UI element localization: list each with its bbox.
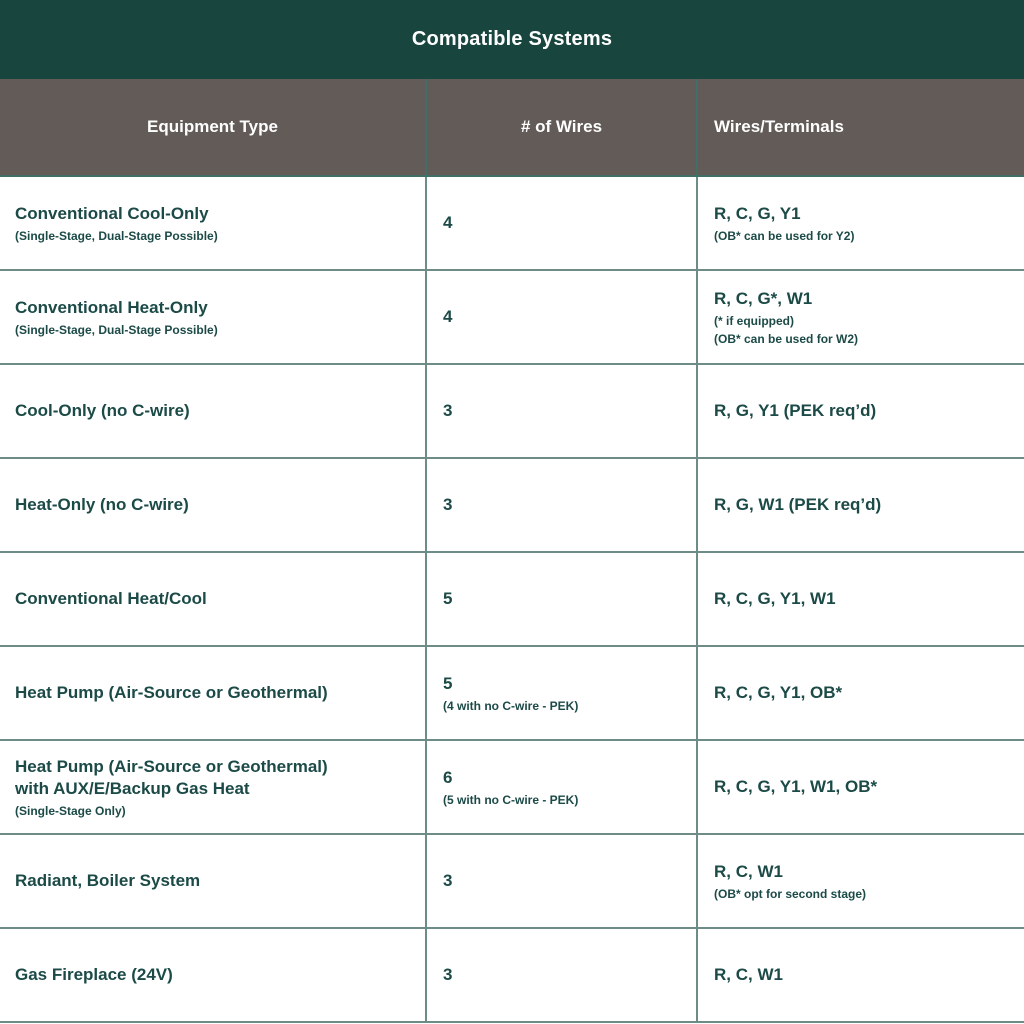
header-num-wires: # of Wires — [425, 79, 696, 175]
terminals: R, C, W1 — [714, 861, 783, 881]
terminals-note-2: (OB* can be used for W2) — [714, 331, 859, 346]
header-equipment-type: Equipment Type — [147, 117, 278, 136]
table-row — [0, 553, 1024, 647]
wire-count: 4 — [443, 307, 453, 326]
header-row — [0, 79, 1024, 177]
table-row — [0, 365, 1024, 459]
wire-count: 3 — [443, 871, 453, 890]
terminals-note: (OB* can be used for Y2) — [714, 228, 855, 243]
equipment-cell — [0, 835, 425, 927]
table-row — [0, 459, 1024, 553]
terminals-cell — [696, 741, 1024, 833]
equipment-cell — [0, 929, 425, 1021]
wire-count: 5 — [443, 589, 453, 608]
terminals-cell — [696, 929, 1024, 1021]
wire-count-note: (5 with no C-wire - PEK) — [443, 792, 579, 807]
table-row — [0, 647, 1024, 741]
table-row — [0, 929, 1024, 1023]
wire-count-note: (4 with no C-wire - PEK) — [443, 698, 579, 713]
terminals: R, C, G, Y1 — [714, 203, 801, 223]
equipment-cell — [0, 459, 425, 551]
equipment-type: Gas Fireplace (24V) — [15, 965, 173, 984]
table-body — [0, 177, 1024, 1023]
terminals: R, C, G, Y1, OB* — [714, 683, 843, 702]
equipment-cell — [0, 647, 425, 739]
equipment-type: Heat Pump (Air-Source or Geothermal) — [15, 756, 328, 776]
terminals-cell — [696, 177, 1024, 269]
terminals-note: (* if equipped) — [714, 313, 794, 328]
wire-count: 3 — [443, 401, 453, 420]
equipment-cell — [0, 553, 425, 645]
terminals: R, C, W1 — [714, 965, 783, 984]
wire-count: 3 — [443, 495, 453, 514]
wires-cell — [425, 271, 696, 363]
table-row — [0, 177, 1024, 271]
terminals-cell — [696, 459, 1024, 551]
wire-count: 5 — [443, 673, 453, 693]
wires-cell — [425, 929, 696, 1021]
equipment-cell — [0, 365, 425, 457]
terminals: R, G, Y1 (PEK req’d) — [714, 401, 877, 420]
terminals: R, G, W1 (PEK req’d) — [714, 495, 882, 514]
equipment-cell — [0, 271, 425, 363]
wires-cell — [425, 177, 696, 269]
equipment-type: Radiant, Boiler System — [15, 871, 201, 890]
wires-cell — [425, 647, 696, 739]
equipment-type: Heat-Only (no C-wire) — [15, 495, 189, 514]
table-row — [0, 271, 1024, 365]
terminals: R, C, G*, W1 — [714, 288, 813, 308]
wires-cell — [425, 835, 696, 927]
wire-count: 3 — [443, 965, 453, 984]
terminals-cell — [696, 647, 1024, 739]
equipment-note: (Single-Stage, Dual-Stage Possible) — [15, 228, 218, 243]
table-title: Compatible Systems — [411, 28, 613, 50]
equipment-note: (Single-Stage, Dual-Stage Possible) — [15, 322, 218, 337]
equipment-type: Conventional Heat/Cool — [15, 589, 207, 608]
table-row — [0, 835, 1024, 929]
equipment-type: Heat Pump (Air-Source or Geothermal) — [15, 683, 328, 702]
table-row — [0, 741, 1024, 835]
terminals-note: (OB* opt for second stage) — [714, 886, 867, 901]
wires-cell — [425, 741, 696, 833]
wire-count: 4 — [443, 213, 453, 232]
equipment-type: Conventional Cool-Only — [15, 203, 209, 223]
terminals-cell — [696, 365, 1024, 457]
wires-cell — [425, 553, 696, 645]
title-bar — [0, 0, 1024, 79]
terminals: R, C, G, Y1, W1 — [714, 589, 836, 608]
header-wires-terminals: Wires/Terminals — [696, 79, 1024, 175]
equipment-type: Cool-Only (no C-wire) — [15, 401, 190, 420]
equipment-type-line-2: with AUX/E/Backup Gas Heat — [15, 778, 250, 798]
wires-cell — [425, 365, 696, 457]
terminals-cell — [696, 553, 1024, 645]
wire-count: 6 — [443, 767, 453, 787]
terminals-cell — [696, 271, 1024, 363]
equipment-cell — [0, 741, 425, 833]
terminals-cell — [696, 835, 1024, 927]
equipment-type: Conventional Heat-Only — [15, 297, 208, 317]
terminals: R, C, G, Y1, W1, OB* — [714, 777, 878, 796]
equipment-cell — [0, 177, 425, 269]
wires-cell — [425, 459, 696, 551]
equipment-note: (Single-Stage Only) — [15, 803, 126, 818]
